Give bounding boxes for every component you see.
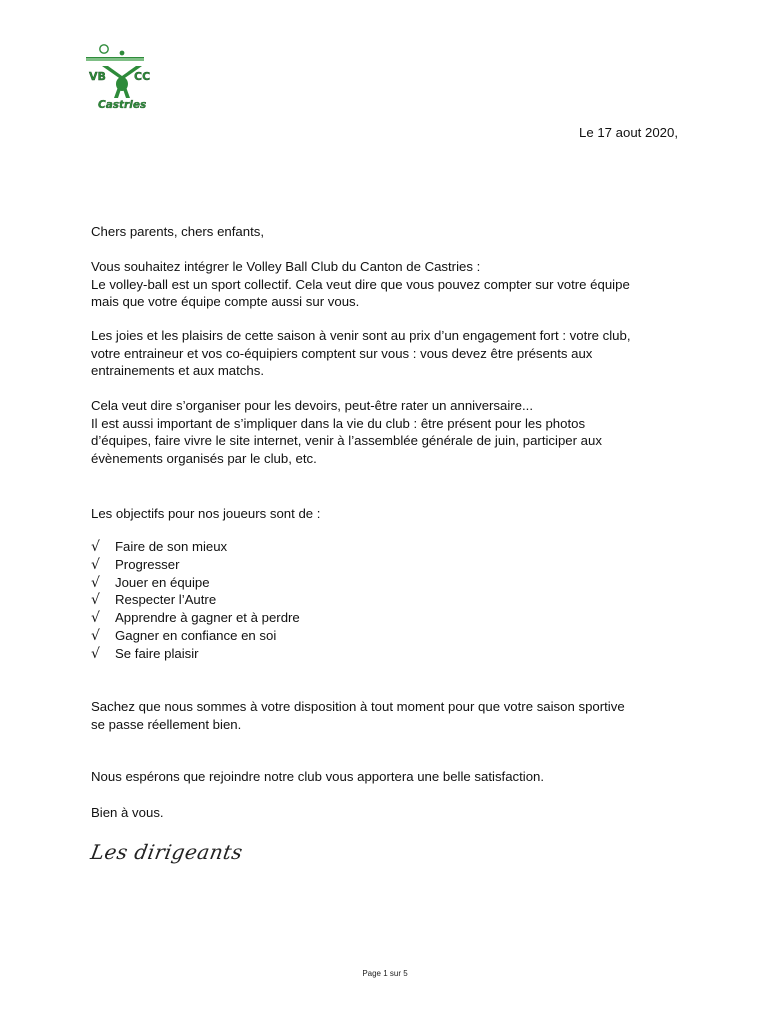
- list-item-label: Apprendre à gagner et à perdre: [115, 610, 300, 626]
- paragraph-line: Nous espérons que rejoindre notre club vous apportera une belle satisfaction.: [91, 769, 545, 784]
- sign-off: [91, 804, 691, 822]
- objectives-intro: [91, 505, 691, 523]
- logo-left-text: VB: [89, 70, 106, 83]
- greeting: [91, 223, 691, 241]
- paragraph-line: Il est aussi important de s’impliquer dans la vie du club : être présent pour les photos: [91, 415, 586, 431]
- list-item: [91, 538, 300, 556]
- paragraph-hope: [91, 768, 691, 786]
- check-mark-icon: √: [91, 610, 100, 627]
- list-item: [91, 645, 300, 663]
- list-item: [91, 627, 300, 645]
- list-item-label: Respecter l’Autre: [115, 592, 217, 608]
- list-item-label: Jouer en équipe: [115, 574, 210, 590]
- letter-date: Le 17 aout 2020,: [579, 125, 678, 140]
- check-mark-icon: √: [91, 539, 100, 555]
- paragraph-line: Sachez que nous sommes à votre disposition à tout moment pour que votre saison sportive: [91, 699, 625, 714]
- club-logo: [84, 40, 160, 112]
- paragraph-line: mais que votre équipe compte aussi sur vous.: [91, 294, 360, 310]
- paragraph-line: entrainements et aux matchs.: [91, 363, 264, 379]
- check-mark-icon: √: [91, 592, 100, 609]
- logo-town-text: Castries: [98, 99, 147, 111]
- logo-right-text: CC: [134, 70, 151, 83]
- list-item-label: Se faire plaisir: [115, 645, 199, 661]
- paragraph-involvement: [91, 397, 691, 467]
- greeting-line: Chers parents, chers enfants,: [91, 224, 264, 239]
- paragraph-line: d’équipes, faire vivre le site internet, venir à l’assemblée générale de juin, participer aux: [91, 433, 602, 449]
- paragraph-availability: [91, 698, 691, 733]
- paragraph-line: évènements organisés par le club, etc.: [91, 450, 317, 466]
- check-mark-icon: √: [91, 645, 100, 662]
- list-item: [91, 574, 300, 592]
- list-item-label: Gagner en confiance en soi: [115, 627, 277, 643]
- list-item-label: Progresser: [115, 556, 180, 572]
- paragraph-intro: [91, 258, 691, 311]
- check-mark-icon: √: [91, 574, 100, 591]
- sign-off-line: Bien à vous.: [91, 805, 164, 820]
- list-item-label: Faire de son mieux: [115, 539, 228, 554]
- list-item: [91, 591, 300, 609]
- volleyball-icon: [100, 45, 108, 53]
- paragraph-commitment: [91, 327, 691, 380]
- paragraph-line: votre entraineur et vos co-équipiers comptent sur vous : vous devez être présents aux: [91, 345, 593, 361]
- objectives-list: [91, 538, 300, 663]
- paragraph-line: Cela veut dire s’organiser pour les devoirs, peut-être rater un anniversaire...: [91, 398, 534, 413]
- list-item: [91, 609, 300, 627]
- check-mark-icon: √: [91, 556, 100, 573]
- page-number: Page 1 sur 5: [362, 969, 408, 978]
- paragraph-line: Vous souhaitez intégrer le Volley Ball Club du Canton de Castries :: [91, 259, 481, 274]
- signature: Les dirigeants: [88, 840, 245, 864]
- paragraph-line: Le volley-ball est un sport collectif. Cela veut dire que vous pouvez compter sur votre équipe: [91, 276, 630, 292]
- list-item: [91, 556, 300, 574]
- paragraph-line: Les joies et les plaisirs de cette saison à venir sont au prix d’un engagement fort : votre club,: [91, 328, 631, 343]
- objectives-intro-line: Les objectifs pour nos joueurs sont de :: [91, 506, 321, 521]
- check-mark-icon: √: [91, 627, 100, 644]
- paragraph-line: se passe réellement bien.: [91, 716, 242, 732]
